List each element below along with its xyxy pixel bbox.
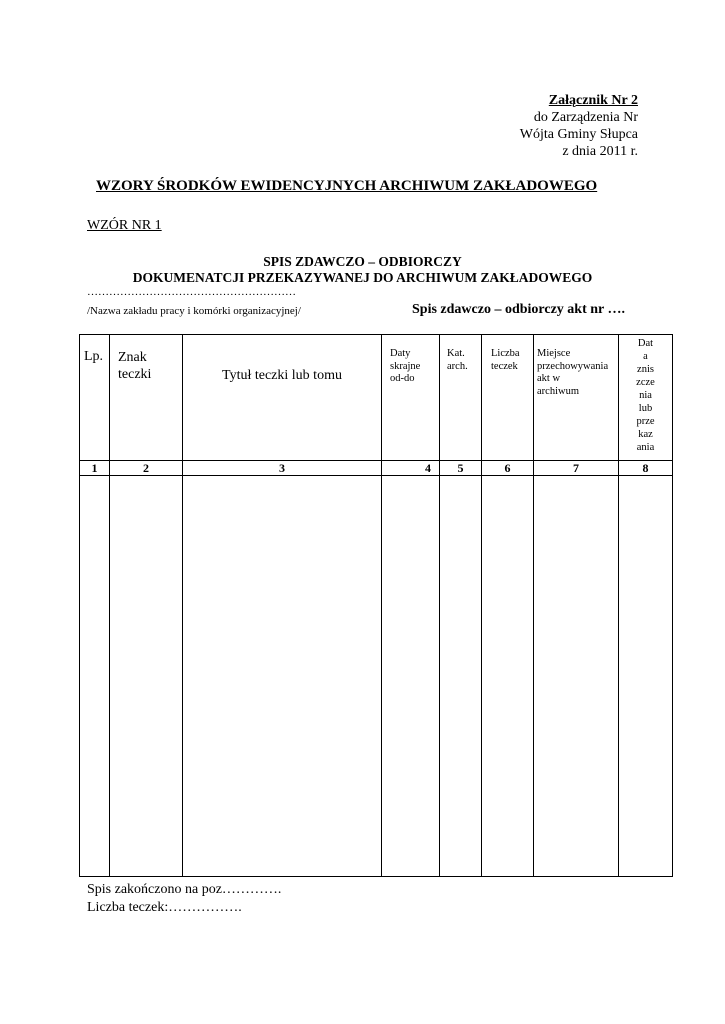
column-number: 6: [482, 461, 534, 476]
main-title: WZORY ŚRODKÓW EWIDENCYJNYCH ARCHIWUM ZAKŁADOWEGO: [96, 178, 598, 194]
annex-block: [338, 92, 638, 160]
annex-line-3: z dnia 2011 r.: [562, 144, 638, 159]
org-name-label: /Nazwa zakładu pracy i komórki organizacyjnej/: [87, 305, 301, 317]
table-cell[interactable]: [440, 476, 482, 877]
spis-akt-number: Spis zdawczo – odbiorczy akt nr ….: [412, 302, 625, 317]
table-cell[interactable]: [110, 476, 183, 877]
column-number: 3: [183, 461, 382, 476]
annex-line-2: Wójta Gminy Słupca: [519, 127, 638, 142]
table-cell[interactable]: [183, 476, 382, 877]
header-miejsce: Miejsce przechowywania akt w archiwum: [534, 335, 619, 461]
header-data-zniszczenia: Dat a znis zcze nia lub prze kaz ania: [619, 335, 673, 461]
records-table: [79, 334, 673, 877]
org-name-dots: …………………………………………………: [87, 286, 296, 298]
table-cell[interactable]: [619, 476, 673, 877]
annex-line-1: do Zarządzenia Nr: [533, 110, 638, 125]
annex-title: Załącznik Nr 2: [548, 93, 638, 108]
table-body-row: [80, 476, 673, 877]
column-number: 8: [619, 461, 673, 476]
footer-spis-zakonczono: Spis zakończono na poz………….: [87, 882, 282, 897]
header-lp: Lp.: [80, 335, 110, 461]
header-tytul: Tytuł teczki lub tomu: [183, 335, 382, 461]
header-liczba-teczek: Liczba teczek: [482, 335, 534, 461]
header-znak-teczki: Znak teczki: [110, 335, 183, 461]
spis-title-line-2: DOKUMENATCJI PRZEKAZYWANEJ DO ARCHIWUM ZAKŁADOWEGO: [132, 270, 593, 285]
table-cell[interactable]: [80, 476, 110, 877]
column-number: 4: [382, 461, 440, 476]
table-header-row: [80, 335, 673, 461]
table-cell[interactable]: [534, 476, 619, 877]
table-cell[interactable]: [382, 476, 440, 877]
column-number-row: [80, 461, 673, 476]
column-number: 7: [534, 461, 619, 476]
table-cell[interactable]: [482, 476, 534, 877]
header-daty-skrajne: Daty skrajne od-do: [382, 335, 440, 461]
template-label: WZÓR NR 1: [87, 218, 162, 233]
column-number: 5: [440, 461, 482, 476]
footer-liczba-teczek: Liczba teczek:…………….: [87, 900, 242, 915]
spis-title-line-1: SPIS ZDAWCZO – ODBIORCZY: [263, 254, 462, 269]
column-number: 2: [110, 461, 183, 476]
header-kat-arch: Kat. arch.: [440, 335, 482, 461]
column-number: 1: [80, 461, 110, 476]
